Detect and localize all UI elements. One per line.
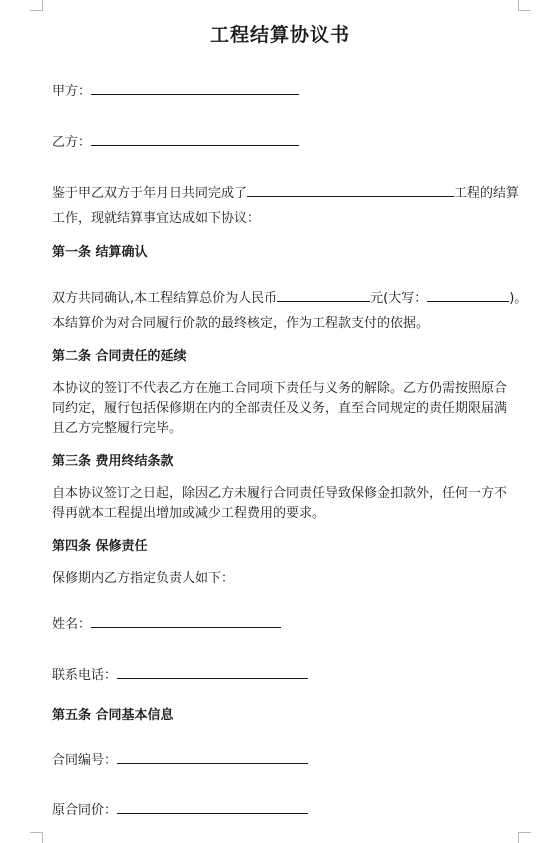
- article-2-heading: 第二条 合同责任的延续: [52, 349, 187, 364]
- project-name-blank: [247, 183, 454, 197]
- article-4-paragraph-1: 保修期内乙方指定负责人如下：: [52, 571, 235, 586]
- contract-number-line: [52, 750, 308, 769]
- page-corner-mark-top-left: [30, 0, 43, 11]
- original-price-line: [52, 800, 308, 819]
- original-price-label: 原合同价：: [52, 803, 118, 818]
- document-title: 工程结算协议书: [209, 24, 350, 46]
- article-4-heading: 第四条 保修责任: [52, 539, 148, 554]
- total-price-blank: [277, 288, 370, 302]
- page-corner-mark-bottom-right: [518, 832, 531, 843]
- article-2-line-2: 同约定，履行包括保修期在内的全部责任及义务，直至合同规定的责任期限届满: [52, 401, 508, 416]
- contact-name-label: 姓名：: [52, 617, 92, 632]
- party-b-label: 乙方：: [52, 135, 92, 150]
- page-corner-mark-top-right: [518, 0, 531, 11]
- article-1-text-c: )。: [509, 291, 528, 306]
- article-1-paragraph-2: 本结算价为对合同履行价款的最终核定，作为工程款支付的依据。: [52, 316, 430, 331]
- contact-phone-label: 联系电话：: [52, 668, 118, 683]
- article-2-line-1: 本协议的签订不代表乙方在施工合同项下责任与义务的解除。乙方仍需按照原合: [52, 381, 508, 396]
- article-1-paragraph-1: [52, 288, 527, 307]
- contact-phone-blank: [117, 665, 308, 679]
- party-a-label: 甲方：: [52, 84, 92, 99]
- original-price-blank: [117, 800, 308, 814]
- party-b-line: [52, 132, 299, 151]
- preamble-text-1-end: 工程的结算: [454, 186, 520, 201]
- contract-number-label: 合同编号：: [52, 753, 118, 768]
- page-corner-mark-bottom-left: [30, 832, 43, 843]
- party-a-line: [52, 81, 299, 100]
- article-1-text-a: 双方共同确认,本工程结算总价为人民币: [52, 291, 278, 306]
- contact-name-line: [52, 614, 281, 633]
- article-1-text-b: 元(大写：: [370, 291, 428, 306]
- article-2-line-3: 且乙方完整履行完毕。: [52, 421, 183, 436]
- party-b-blank: [91, 132, 299, 146]
- article-3-line-1: 自本协议签订之日起，除因乙方未履行合同责任导致保修金扣款外，任何一方不: [52, 486, 508, 501]
- article-3-line-2: 得再就本工程提出增加或减少工程费用的要求。: [52, 506, 326, 521]
- total-price-words-blank: [427, 288, 509, 302]
- contact-name-blank: [91, 614, 281, 628]
- preamble-line-1: [52, 183, 519, 202]
- article-3-heading: 第三条 费用终结条款: [52, 454, 174, 469]
- preamble-line-2: 工作，现就结算事宜达成如下协议：: [52, 211, 261, 226]
- contact-phone-line: [52, 665, 308, 684]
- article-1-heading: 第一条 结算确认: [52, 245, 148, 260]
- preamble-text-1: 鉴于甲乙双方于年月日共同完成了: [52, 186, 248, 201]
- article-5-heading: 第五条 合同基本信息: [52, 708, 174, 723]
- contract-number-blank: [117, 750, 308, 764]
- party-a-blank: [91, 81, 299, 95]
